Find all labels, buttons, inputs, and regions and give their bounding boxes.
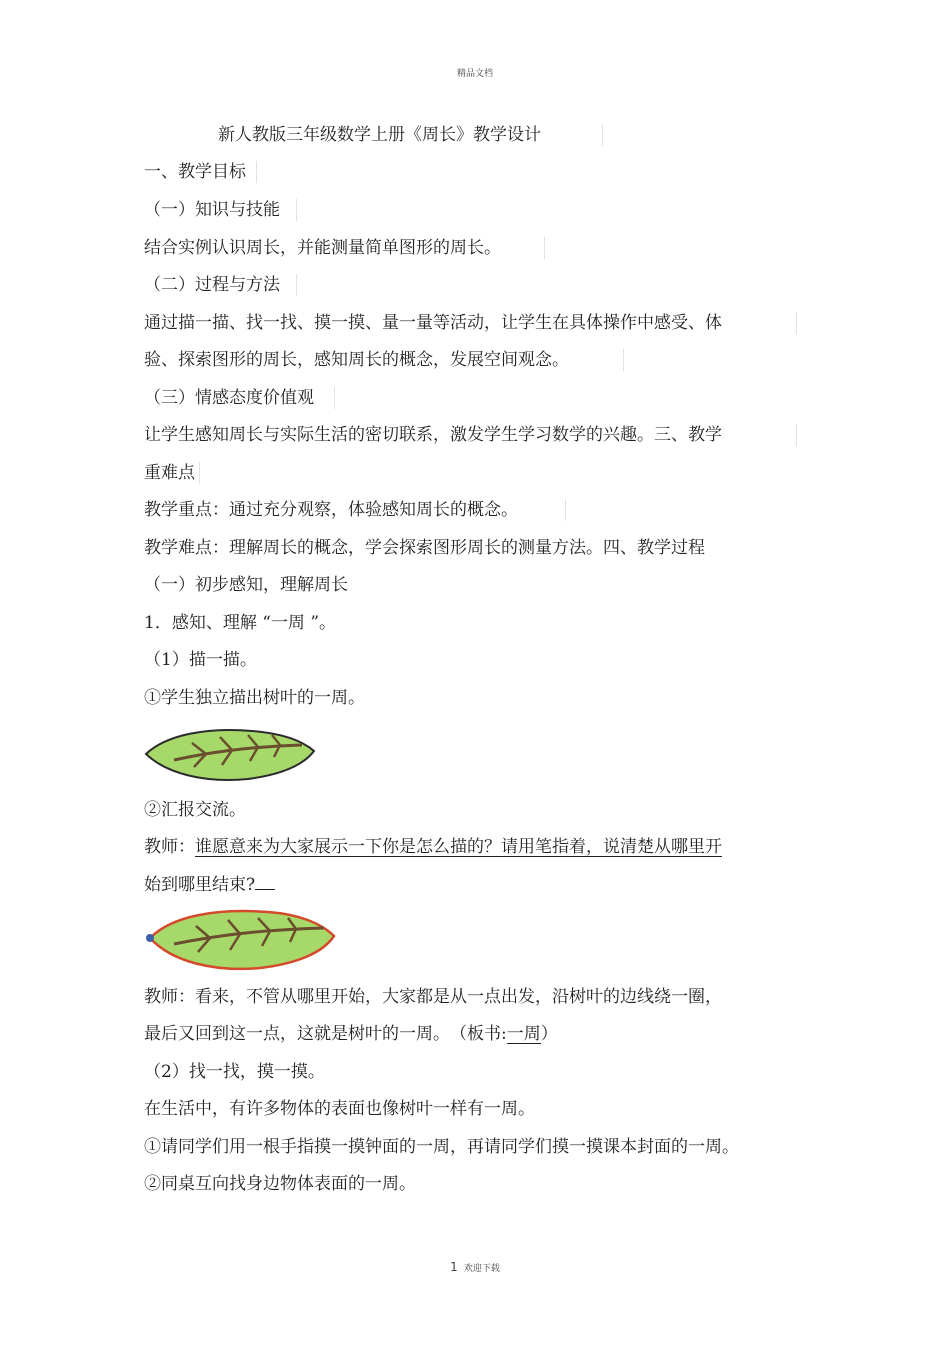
subsection-heading: （二）过程与方法 bbox=[144, 274, 297, 296]
board-note: 一周 bbox=[506, 1024, 541, 1044]
paragraph-line: 验、探索图形的周长，感知周长的概念，发展空间观念。 bbox=[144, 349, 624, 371]
subsection-heading: （一）知识与技能 bbox=[144, 199, 297, 221]
list-item: ①学生独立描出树叶的一周。 bbox=[144, 688, 365, 708]
subsection-heading: （三）情感态度价值观 bbox=[144, 387, 335, 409]
section-heading: 一、教学目标 bbox=[144, 161, 257, 183]
page-header: 精品文档 bbox=[456, 69, 493, 79]
paragraph-line: 重难点 bbox=[144, 462, 200, 484]
paragraph-line: 教学重点：通过充分观察，体验感知周长的概念。 bbox=[144, 499, 566, 521]
list-item: 1．感知、理解 “一周 ”。 bbox=[144, 613, 337, 633]
paragraph-line bbox=[144, 874, 275, 896]
list-item: ②同桌互向找身边物体表面的一周。 bbox=[144, 1174, 416, 1194]
blank-underline bbox=[255, 889, 275, 890]
paragraph-line: 教师：看来，不管从哪里开始，大家都是从一点出发，沿树叶的边线绕一圈， bbox=[144, 987, 722, 1007]
paragraph-line bbox=[144, 836, 722, 858]
paragraph-line: 通过描一描、找一找、摸一摸、量一量等活动，让学生在具体操作中感受、体 bbox=[144, 312, 797, 334]
summary-text: 最后又回到这一点，这就是树叶的一周。 （板书: bbox=[144, 1024, 507, 1044]
list-item: ②汇报交流。 bbox=[144, 800, 246, 820]
paragraph-line: 在生活中，有许多物体的表面也像树叶一样有一周。 bbox=[144, 1099, 535, 1119]
list-item: （2）找一找，摸一摸。 bbox=[144, 1062, 325, 1082]
leaf-traced-icon bbox=[144, 904, 338, 974]
paragraph-line: 让学生感知周长与实际生活的密切联系，激发学生学习数学的兴趣。三、教学 bbox=[144, 424, 797, 446]
page-footer bbox=[0, 1260, 950, 1274]
teacher-question: 谁愿意来为大家展示一下你是怎么描的？请用笔指着，说清楚从哪里开 bbox=[195, 837, 722, 857]
paragraph-line: 结合实例认识周长，并能测量简单图形的周长。 bbox=[144, 237, 545, 259]
speaker-label: 教师： bbox=[144, 837, 195, 857]
list-item: ①请同学们用一根手指摸一摸钟面的一周，再请同学们摸一摸课本封面的一周。 bbox=[144, 1137, 739, 1157]
paragraph-line bbox=[144, 1023, 558, 1045]
question-end: 始到哪里结束? bbox=[144, 875, 256, 895]
closing-paren: ） bbox=[540, 1024, 558, 1044]
leaf-icon bbox=[144, 723, 316, 785]
list-item: （1）描一描。 bbox=[144, 650, 257, 670]
footer-text: 欢迎下载 bbox=[463, 1264, 500, 1274]
document-title: 新人教版三年级数学上册《周长》教学设计 bbox=[218, 124, 603, 146]
paragraph-line: 教学难点：理解周长的概念，学会探索图形周长的测量方法。四、教学过程 bbox=[144, 538, 705, 558]
page-number: 1 bbox=[450, 1260, 458, 1274]
subsection-heading: （一）初步感知，理解周长 bbox=[144, 575, 348, 595]
